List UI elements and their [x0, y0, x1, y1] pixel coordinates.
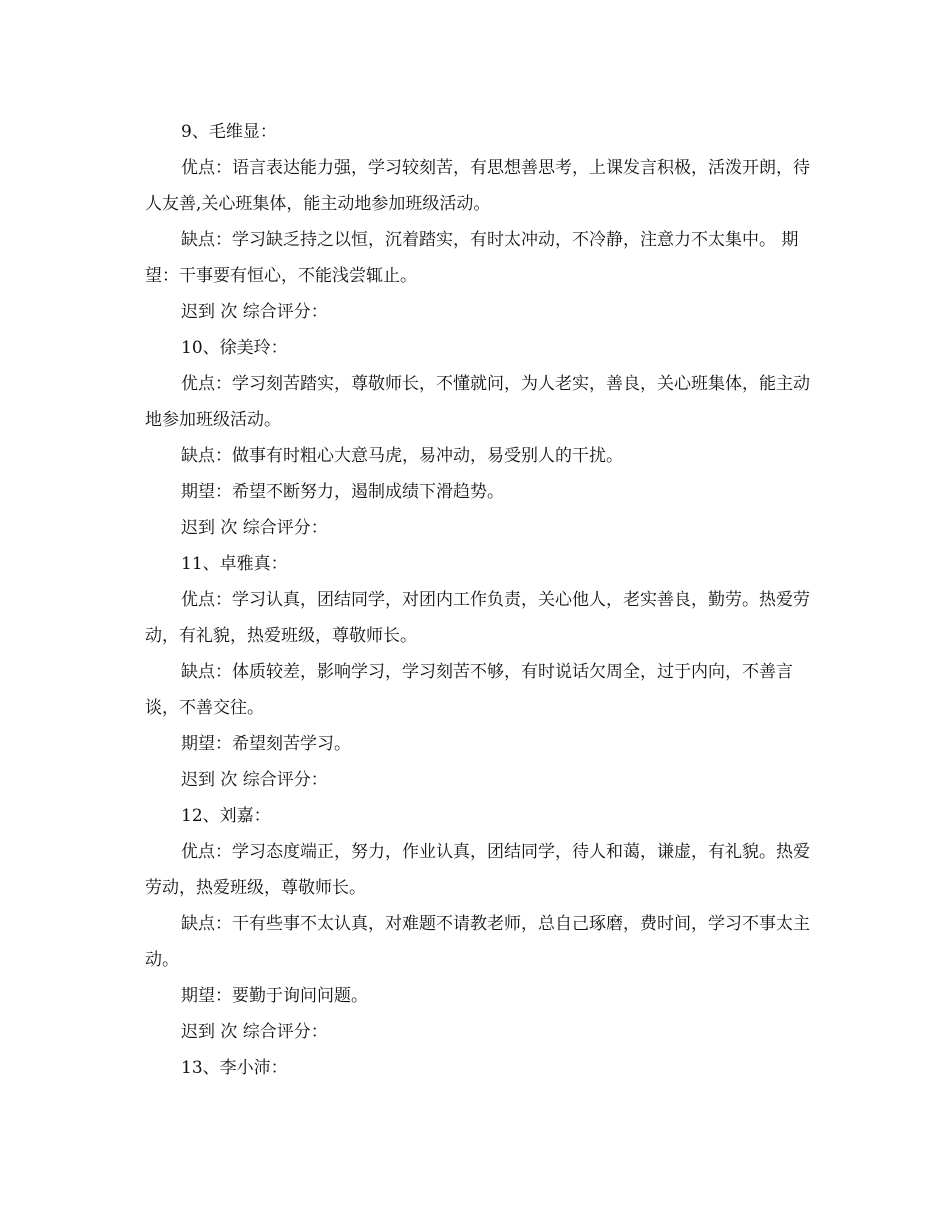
lateness-score-line: 迟到 次 综合评分： [181, 302, 328, 322]
strengths-paragraph: 优点：学习认真，团结同学，对团内工作负责，关心他人，老实善良，勤劳。热爱劳动，有礼貌，热爱班级，尊敬师长。 [145, 590, 810, 646]
strengths-paragraph: 优点：语言表达能力强，学习较刻苦，有思想善思考，上课发言积极，活泼开朗，待人友善,关心班集体，能主动地参加班级活动。 [145, 158, 810, 214]
expectations-paragraph: 期望：要勤于询问问题。 [181, 986, 368, 1006]
lateness-score-line: 迟到 次 综合评分： [181, 1022, 328, 1042]
student-heading-12: 12、刘嘉： [181, 806, 271, 826]
strengths-paragraph: 优点：学习刻苦踏实，尊敬师长，不懂就问，为人老实，善良，关心班集体，能主动地参加班级活动。 [145, 374, 810, 430]
document-body [145, 114, 810, 1086]
expectations-paragraph: 期望：希望不断努力，遏制成绩下滑趋势。 [181, 482, 504, 502]
weaknesses-paragraph: 缺点：做事有时粗心大意马虎，易冲动，易受别人的干扰。 [181, 446, 623, 466]
weaknesses-paragraph: 缺点：学习缺乏持之以恒，沉着踏实，有时太冲动，不冷静，注意力不太集中。 期望：干事要有恒心，不能浅尝辄止。 [145, 230, 799, 286]
lateness-score-line: 迟到 次 综合评分： [181, 518, 328, 538]
weaknesses-paragraph: 缺点：体质较差，影响学习，学习刻苦不够，有时说话欠周全，过于内向，不善言谈，不善交往。 [145, 662, 793, 718]
student-heading-11: 11、卓雅真： [181, 554, 288, 574]
student-heading-13: 13、李小沛： [181, 1058, 288, 1078]
student-heading-10: 10、徐美玲： [181, 338, 288, 358]
expectations-paragraph: 期望：希望刻苦学习。 [181, 734, 351, 754]
student-heading-9: 9、毛维显： [181, 122, 277, 142]
weaknesses-paragraph: 缺点：干有些事不太认真，对难题不请教老师，总自己琢磨，费时间，学习不事太主动。 [145, 914, 810, 970]
strengths-paragraph: 优点：学习态度端正，努力，作业认真，团结同学，待人和蔼，谦虚，有礼貌。热爱劳动，热爱班级，尊敬师长。 [145, 842, 810, 898]
lateness-score-line: 迟到 次 综合评分： [181, 770, 328, 790]
